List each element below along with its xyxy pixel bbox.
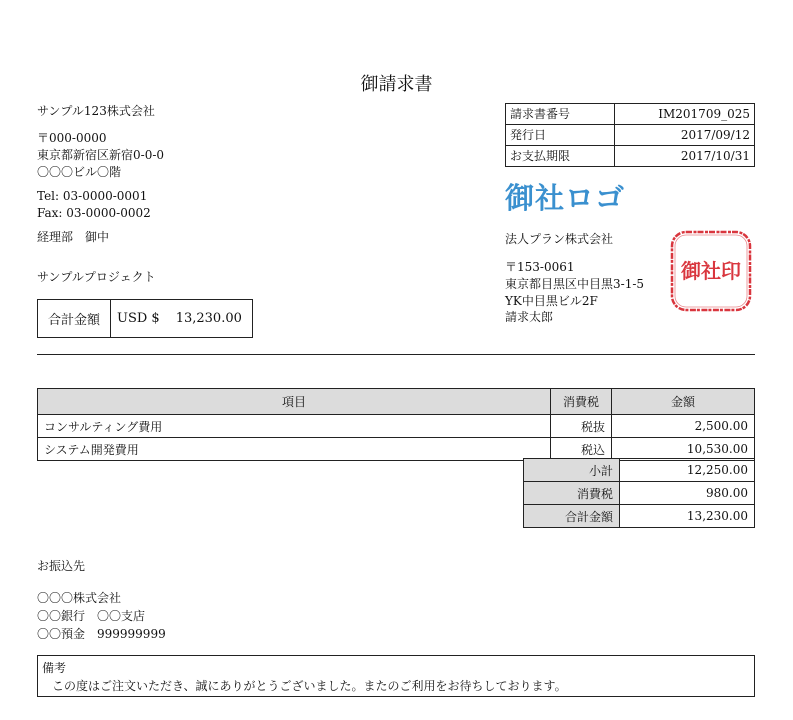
bank-account: 〇〇預金 999999999 [37, 627, 166, 641]
total-amount-box [37, 299, 253, 338]
info-value: 2017/10/31 [615, 146, 755, 167]
divider [37, 354, 755, 355]
bank-branch: 〇〇銀行 〇〇支店 [37, 609, 146, 623]
info-value: IM201709_025 [615, 104, 755, 125]
issuer-address1: 東京都目黒区中目黒3-1-5 [505, 277, 645, 291]
summary-label: 消費税 [524, 482, 620, 505]
issuer-address2: YK中目黒ビル2F [505, 294, 598, 308]
summary-row [524, 459, 755, 482]
summary-value: 13,230.00 [620, 505, 755, 528]
info-key: お支払期限 [506, 146, 615, 167]
summary-table [523, 458, 755, 528]
info-key: 発行日 [506, 125, 615, 146]
client-address2: 〇〇〇ビル〇階 [37, 165, 122, 179]
company-seal-stamp [669, 229, 753, 313]
seal-text: 御社印 [681, 259, 741, 283]
col-header-amount: 金額 [612, 389, 755, 415]
item-tax: 税抜 [551, 415, 612, 438]
bank-heading: お振込先 [37, 559, 86, 573]
bank-company: 〇〇〇株式会社 [37, 591, 122, 605]
issuer-postal: 〒153-0061 [505, 260, 575, 274]
client-postal: 〒000-0000 [37, 131, 107, 145]
item-name: システム開発費用 [38, 438, 551, 461]
total-amount: 13,230.00 [175, 311, 242, 326]
project-name: サンプルプロジェクト [37, 270, 156, 284]
info-row [506, 146, 755, 167]
item-amount: 2,500.00 [612, 415, 755, 438]
table-row [38, 415, 755, 438]
summary-value: 980.00 [620, 482, 755, 505]
remarks-heading: 備考 [42, 661, 67, 675]
info-row [506, 125, 755, 146]
total-label: 合計金額 [38, 300, 111, 337]
info-value: 2017/09/12 [615, 125, 755, 146]
summary-row [524, 482, 755, 505]
client-company: サンプル123株式会社 [37, 104, 155, 118]
summary-row [524, 505, 755, 528]
items-table [37, 388, 755, 461]
company-logo: 御社ロゴ [505, 181, 626, 215]
items-header-row [38, 389, 755, 415]
info-key: 請求書番号 [506, 104, 615, 125]
summary-label: 合計金額 [524, 505, 620, 528]
item-name: コンサルティング費用 [38, 415, 551, 438]
col-header-item: 項目 [38, 389, 551, 415]
invoice-title: 御請求書 [360, 74, 433, 95]
client-tel: Tel: 03-0000-0001 [37, 189, 148, 203]
client-fax: Fax: 03-0000-0002 [37, 206, 151, 220]
info-row [506, 104, 755, 125]
summary-label: 小計 [524, 459, 620, 482]
invoice-info-table [505, 103, 755, 167]
issuer-company: 法人プラン株式会社 [505, 232, 614, 246]
client-address1: 東京都新宿区新宿0-0-0 [37, 148, 165, 162]
col-header-tax: 消費税 [551, 389, 612, 415]
item-amount: 10,530.00 [612, 438, 755, 461]
total-currency: USD $ [117, 311, 160, 326]
item-tax: 税込 [551, 438, 612, 461]
client-dept: 経理部 御中 [37, 230, 110, 244]
remarks-body: この度はご注文いただき、誠にありがとうございました。またのご利用をお待ちしております。 [52, 679, 567, 693]
total-value [111, 300, 252, 337]
remarks-box [37, 655, 755, 697]
summary-value: 12,250.00 [620, 459, 755, 482]
issuer-person: 請求太郎 [505, 310, 554, 324]
